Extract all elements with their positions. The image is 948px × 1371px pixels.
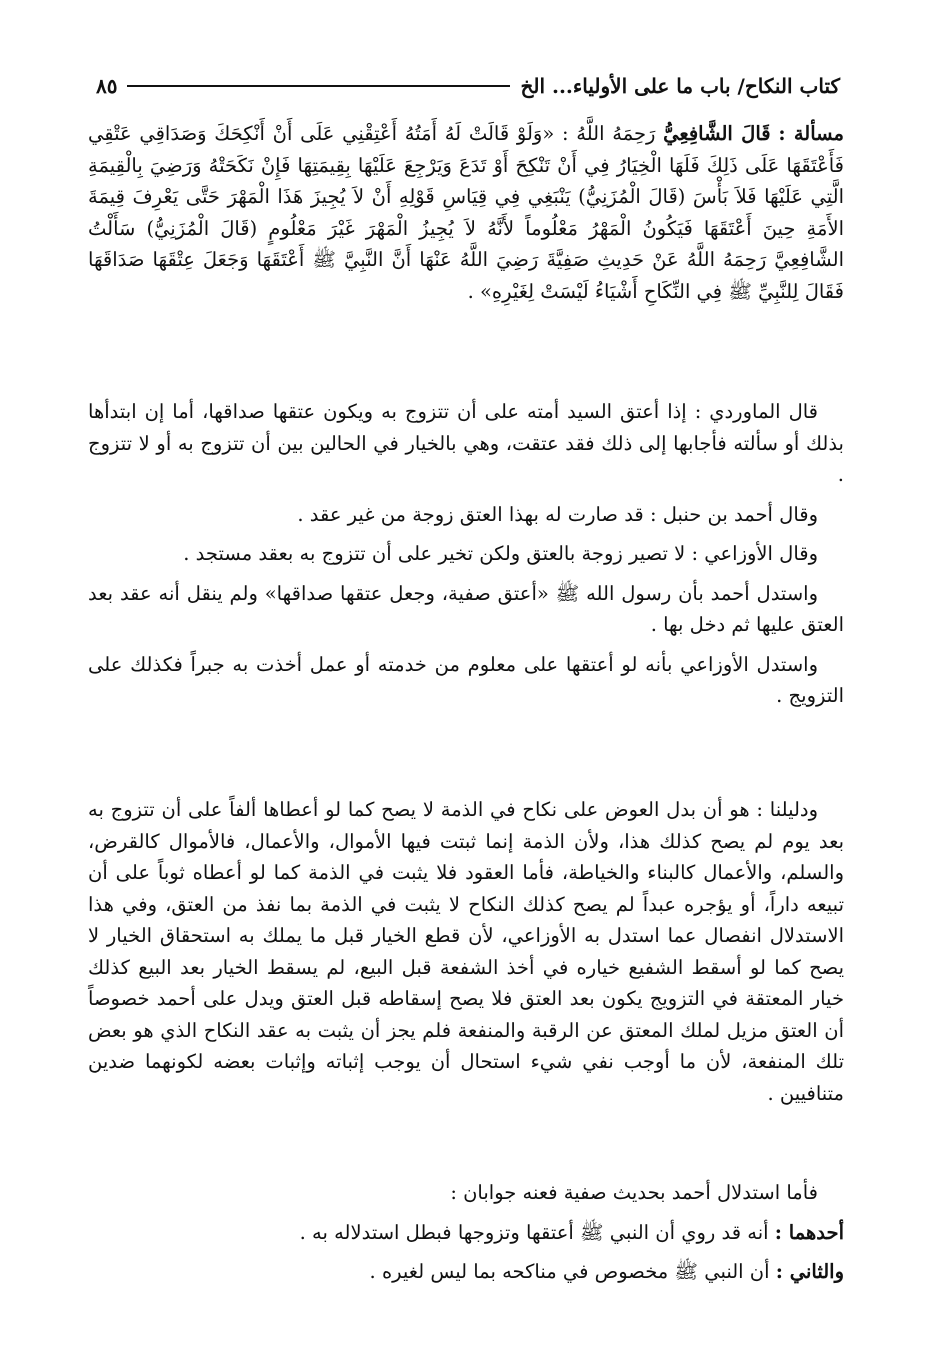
mawardi-section (88, 396, 844, 712)
reply-section (88, 1177, 844, 1288)
page-number: ٨٥ (96, 74, 118, 98)
first-answer (88, 1217, 844, 1249)
ahmad-evidence: واستدل أحمد بأن رسول الله ﷺ «أعتق صفية، وجعل عتقها صداقها» ولم ينقل أنه عقد بعد العتق عليها ثم دخل بها . (88, 581, 844, 636)
dalil-paragraph: ودليلنا : هو أن بدل العوض على نكاح في الذمة لا يصح كما لو أعطاها ألفاً على أن تتزوج به بعد يوم لم يصح كذلك هذا، ولأن الذمة إنما ثبتت فيها الأموال، والأعمال، فالأموال كالقرض، والسلم، والأعمال كالبناء والخياطة، فأما العقود فلا يثبت في الذمة كما لو أعطاه ثوباً على أن تبيعه داراً، أو يؤجره عبداً لم يصح كذلك النكاح لا يثبت في الذمة بما نفذ من العتق، وفي هذا الاستدلال انفصال عما استدل به الأوزاعي، لأن قطع الخيار قبل ما يملك به استحقاق الخيار لا يصح كما لو أسقط الشفيع خياره في أخذ الشفعة قبل البيع، لم يسقط الخيار بعد البيع كذلك خيار المعتقة في التزويج يكون بعد العتق فلا يصح إسقاطه قبل العتق ويدل على أحمد خصوصاً أن العتق مزيل لملك المعتق عن الرقبة والمنفعة فلم يجز أن يثبت به عقد النكاح الذي هو بعض تلك المنفعة، لأن ما أوجب نفي شيء استحال أن يوجب إثباته وإثبات بعضه لكونهما ضدين متنافيين . (88, 798, 844, 1105)
masala-label: مسألة : (778, 122, 844, 145)
mawardi-paragraph: قال الماوردي : إذا أعتق السيد أمته على أن تتزوج به ويكون عتقها صداقها، أما إن ابتدأها بذلك أو سألته فأجابها إلى ذلك فقد عتقت، وهي بالخيار في الحالين بين أن تتزوج به أو لا تتزوج . (88, 400, 844, 486)
second-answer (88, 1256, 844, 1288)
first-answer-label: أحدهما : (774, 1220, 844, 1244)
reply-intro: فأما استدلال أحمد بحديث صفية فعنه جوابان : (450, 1181, 818, 1204)
first-answer-text: أنه قد روي أن النبي ﷺ أعتقها وتزوجها فبطل استدلاله به . (299, 1220, 769, 1244)
second-answer-label: والثاني : (775, 1260, 844, 1283)
header-rule (127, 85, 510, 87)
awzai-opinion: وقال الأوزاعي : لا تصير زوجة بالعتق ولكن تخير على أن تتزوج به بعقد مستجد . (183, 542, 818, 565)
masala-paragraph (88, 118, 844, 307)
awzai-evidence: واستدل الأوزاعي بأنه لو أعتقها على معلوم من خدمته أو عمل أخذت به جبراً فكذلك على التزويج . (88, 652, 844, 707)
page-header (96, 66, 840, 106)
imam-name: قَالَ الشَّافِعِيُّ (663, 122, 771, 145)
running-title: كتاب النكاح/ باب ما على الأولياء... الخ (520, 74, 840, 98)
masala-section (88, 118, 844, 307)
ahmad-opinion: وقال أحمد بن حنبل : قد صارت له بهذا العتق زوجة من غير عقد . (297, 502, 818, 526)
masala-text: رَحِمَهُ اللَّهُ : «وَلَوْ قَالَتْ لَهُ أَمَتُهُ أَعْتِقْنِي عَلَى أَنْ أَنْكِحَكَ وَصَدَاقِي عَتْقِي فَأَعْتَقَهَا عَلَى ذَلِكَ فَلَهَا الْخِيَارُ فِي أَنْ تَنْكِحَ أَوْ تَدَعَ وَيَرْجِعَ عَلَيْهَا بِقِيمَتِهَا فَإِنْ نَكَحَتْهُ وَرَضِيَ بِالْقِيمَةِ الَّتِي عَلَيْهَا فَلاَ بَأْسَ (قَالَ الْمُزَنِيُّ) يَنْبَغِي فِي قِيَاسِ قَوْلِهِ أَنْ لاَ يُجِيزَ هَذَا الْمَهْرَ حَتَّى يَعْرِفَ قِيمَةَ الأَمَةِ حِينَ أَعْتَقَهَا فَيَكُونُ الْمَهْرُ مَعْلُوماً لأَنَّهُ لاَ يُجِيزُ الْمَهْرَ غَيْرَ مَعْلُومٍ (قَالَ الْمُزَنِيُّ) سَأَلْتُ الشَّافِعِيَّ رَحِمَهُ اللَّهُ عَنْ حَدِيثِ صَفِيَّةَ رَضِيَ اللَّهُ عَنْهَا أَنَّ النَّبِيَّ ﷺ أَعْتَقَهَا وَجَعَلَ عِتْقَهَا صَدَاقَهَا فَقَالَ لِلنَّبِيِّ ﷺ فِي النِّكَاحِ أَشْيَاءُ لَيْسَتْ لِغَيْرِهِ» . (88, 122, 844, 303)
second-answer-text: أن النبي ﷺ مخصوص في مناكحه بما ليس لغيره . (369, 1260, 770, 1283)
dalil-section (88, 794, 844, 1109)
